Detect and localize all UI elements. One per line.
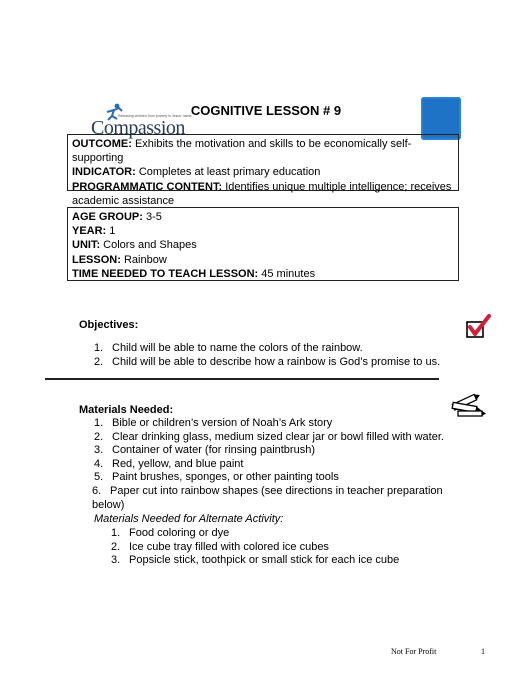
list-item: 2. Clear drinking glass, medium sized clear jar or bowl filled with water. xyxy=(94,430,444,443)
age-group-label: AGE GROUP: xyxy=(72,211,143,223)
year-row xyxy=(72,224,454,238)
lesson-info-box xyxy=(67,207,459,281)
time-row xyxy=(72,267,454,281)
year-value: 1 xyxy=(109,225,116,238)
checkbox-check-icon xyxy=(466,314,492,340)
age-group-row xyxy=(72,210,454,224)
list-item: 3. Container of water (for rinsing paintbrush) xyxy=(94,444,315,457)
page-title: COGNITIVE LESSON # 9 xyxy=(190,103,342,118)
list-item: 1. Bible or children’s version of Noah’s Ark story xyxy=(94,417,333,429)
footer-not-for-profit: Not For Profit xyxy=(391,647,437,656)
list-item: 3. Popsicle stick, toothpick or small stick for each ice cube xyxy=(111,554,400,567)
alternate-materials-heading: Materials Needed for Alternate Activity: xyxy=(94,513,284,525)
outcome-label: OUTCOME: xyxy=(72,138,132,150)
list-item: 6. Paper cut into rainbow shapes (see directions in teacher preparation below) xyxy=(92,484,443,511)
unit-row xyxy=(72,238,454,252)
year-label: YEAR: xyxy=(72,225,107,238)
unit-value: Colors and Shapes xyxy=(103,239,197,252)
age-group-value: 3-5 xyxy=(145,211,162,223)
time-value: 45 minutes xyxy=(261,267,316,280)
crayons-icon xyxy=(450,392,486,418)
list-item: 2. Ice cube tray filled with colored ice cubes xyxy=(111,540,329,553)
lesson-value: Rainbow xyxy=(123,253,167,266)
section-divider xyxy=(45,378,439,380)
lesson-label: LESSON: xyxy=(72,253,121,266)
programmatic-value: Identifies unique multiple intelligence; receives academic assistance xyxy=(72,180,452,207)
alternate-materials-list xyxy=(111,527,431,568)
outcome-value: Exhibits the motivation and skills to be economically self-supporting xyxy=(72,138,412,165)
page-number: 1 xyxy=(481,647,485,656)
objectives-list xyxy=(94,342,454,369)
list-item: 5. Paint brushes, sponges, or other painting tools xyxy=(94,471,339,484)
list-item: 2. Child will be able to describe how a rainbow is God’s promise to us. xyxy=(94,355,441,368)
unit-label: UNIT: xyxy=(72,239,101,252)
lesson-row xyxy=(72,253,454,267)
list-item: 1. Food coloring or dye xyxy=(111,527,230,539)
indicator-label: INDICATOR: xyxy=(72,166,136,179)
outcome-row xyxy=(72,137,454,165)
logo-tagline: Releasing children from poverty in Jesus' name xyxy=(118,114,192,118)
indicator-row xyxy=(72,165,454,179)
objectives-heading: Objectives: xyxy=(79,319,139,331)
materials-heading: Materials Needed: xyxy=(79,404,174,416)
time-label: TIME NEEDED TO TEACH LESSON: xyxy=(72,267,259,280)
list-item: 4. Red, yellow, and blue paint xyxy=(94,457,244,470)
programmatic-row xyxy=(72,180,454,208)
list-item: 1. Child will be able to name the colors of the rainbow. xyxy=(94,342,363,354)
materials-list xyxy=(94,417,444,512)
outcome-box xyxy=(67,134,459,207)
programmatic-label: PROGRAMMATIC CONTENT: xyxy=(72,180,223,193)
logo-wordmark: Compassion xyxy=(91,117,185,139)
indicator-value: Completes at least primary education xyxy=(138,166,321,179)
